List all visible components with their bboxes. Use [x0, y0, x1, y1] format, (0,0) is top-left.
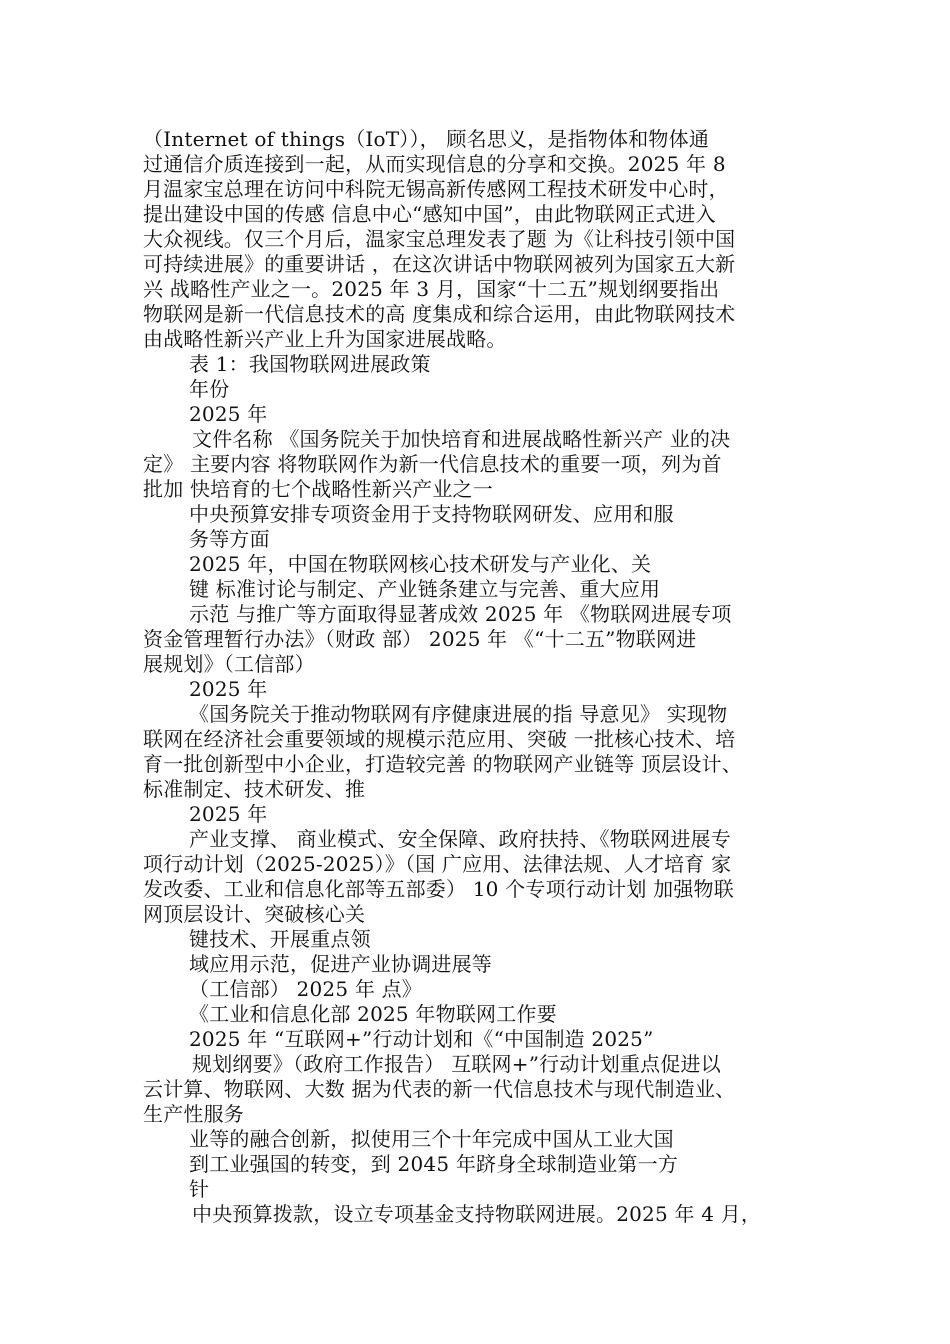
paragraph-line: 中央预算拨款，设立专项基金支持物联网进展。2025 年 4 月，: [192, 1202, 762, 1226]
table-cell: 云计算、物联网、大数 据为代表的新一代信息技术与现代制造业、: [143, 1077, 736, 1101]
paragraph-line: 物联网是新一代信息技术的高 度集成和综合运用，由此物联网技术: [143, 302, 736, 326]
paragraph-line: 可持续进展》的重要讲话 ，在这次讲话中物联网被列为国家五大新: [143, 252, 736, 276]
table-cell: 键技术、开展重点领: [189, 927, 371, 951]
table-cell: 育一批创新型中小企业，打造较完善 的物联网产业链等 顶层设计、: [143, 752, 742, 776]
table-cell: 生产性服务: [143, 1102, 244, 1126]
table-cell: 产业支撑、 商业模式、安全保障、政府扶持、《物联网进展专: [189, 827, 731, 851]
table-cell: 2025 年，中国在物联网核心技术研发与产业化、关: [189, 552, 652, 576]
table-cell: 资金管理暂行办法》（财政 部） 2025 年 《“十二五”物联网进: [143, 627, 697, 651]
table-cell: 示范 与推广等方面取得显著成效 2025 年 《物联网进展专项: [189, 602, 732, 626]
table-cell: 《国务院关于推动物联网有序健康进展的指 导意见》 实现物: [189, 702, 728, 726]
table-cell: 年份: [189, 377, 230, 401]
table-cell: 发改委、工业和信息化部等五部委） 10 个专项行动计划 加强物联: [143, 877, 734, 901]
table-cell: 到工业强国的转变，到 2045 年跻身全球制造业第一方: [189, 1152, 679, 1176]
table-cell: 网顶层设计、突破核心关: [143, 902, 366, 926]
table-cell: 规划纲要》（政府工作报告） 互联网+”行动计划重点促进以: [192, 1052, 721, 1076]
paragraph-line: （Internet of things（IoT））， 顾名思义，是指物体和物体通: [143, 127, 710, 151]
table-cell: 务等方面: [189, 527, 270, 551]
table-cell: 批加 快培育的七个战略性新兴产业之一: [143, 477, 493, 501]
table-cell: 《工业和信息化部 2025 年物联网工作要: [189, 1002, 557, 1026]
paragraph-line: 由战略性新兴产业上升为国家进展战略。: [143, 327, 507, 351]
paragraph-line: 月温家宝总理在访问中科院无锡高新传感网工程技术研发中心时，: [143, 177, 729, 201]
paragraph-line: 提出建设中国的传感 信息中心“感知中国”，由此物联网正式进入: [143, 202, 716, 226]
table-cell: 联网在经济社会重要领域的规模示范应用、突破 一批核心技术、培: [143, 727, 736, 751]
table-cell: 2025 年: [189, 402, 268, 426]
table-cell: 中央预算安排专项资金用于支持物联网研发、应用和服: [189, 502, 674, 526]
table-cell: 展规划》（工信部）: [143, 652, 315, 676]
paragraph-line: 过通信介质连接到一起，从而实现信息的分享和交换。2025 年 8: [143, 152, 726, 176]
paragraph-line: 兴 战略性产业之一。2025 年 3 月，国家“十二五”规划纲要指出: [143, 277, 720, 301]
table-cell: 项行动计划（2025-2025）》（国 广应用、法律法规、人才培育 家: [143, 852, 732, 876]
paragraph-line: 大众视线。仅三个月后，温家宝总理发表了题 为《让科技引领中国: [143, 227, 736, 251]
table-cell: 2025 年: [189, 677, 268, 701]
table-cell: 文件名称 《国务院关于加快培育和进展战略性新兴产 业的决: [192, 427, 731, 451]
table-cell: 键 标准讨论与制定、产业链条建立与完善、重大应用: [189, 577, 661, 601]
table-cell: 标准制定、技术研发、推: [143, 777, 366, 801]
table-cell: 2025 年 “互联网+”行动计划和《“中国制造 2025”: [189, 1027, 654, 1051]
table-cell: 域应用示范，促进产业协调进展等: [189, 952, 492, 976]
table-cell: 2025 年: [189, 802, 268, 826]
table-cell: 业等的融合创新，拟使用三个十年完成中国从工业大国: [189, 1127, 674, 1151]
table-cell: 定》 主要内容 将物联网作为新一代信息技术的重要一项，列为首: [143, 452, 722, 476]
table-cell: （工信部） 2025 年 点》: [189, 977, 422, 1001]
table-caption: 表 1：我国物联网进展政策: [189, 352, 431, 376]
table-cell: 针: [189, 1177, 210, 1201]
